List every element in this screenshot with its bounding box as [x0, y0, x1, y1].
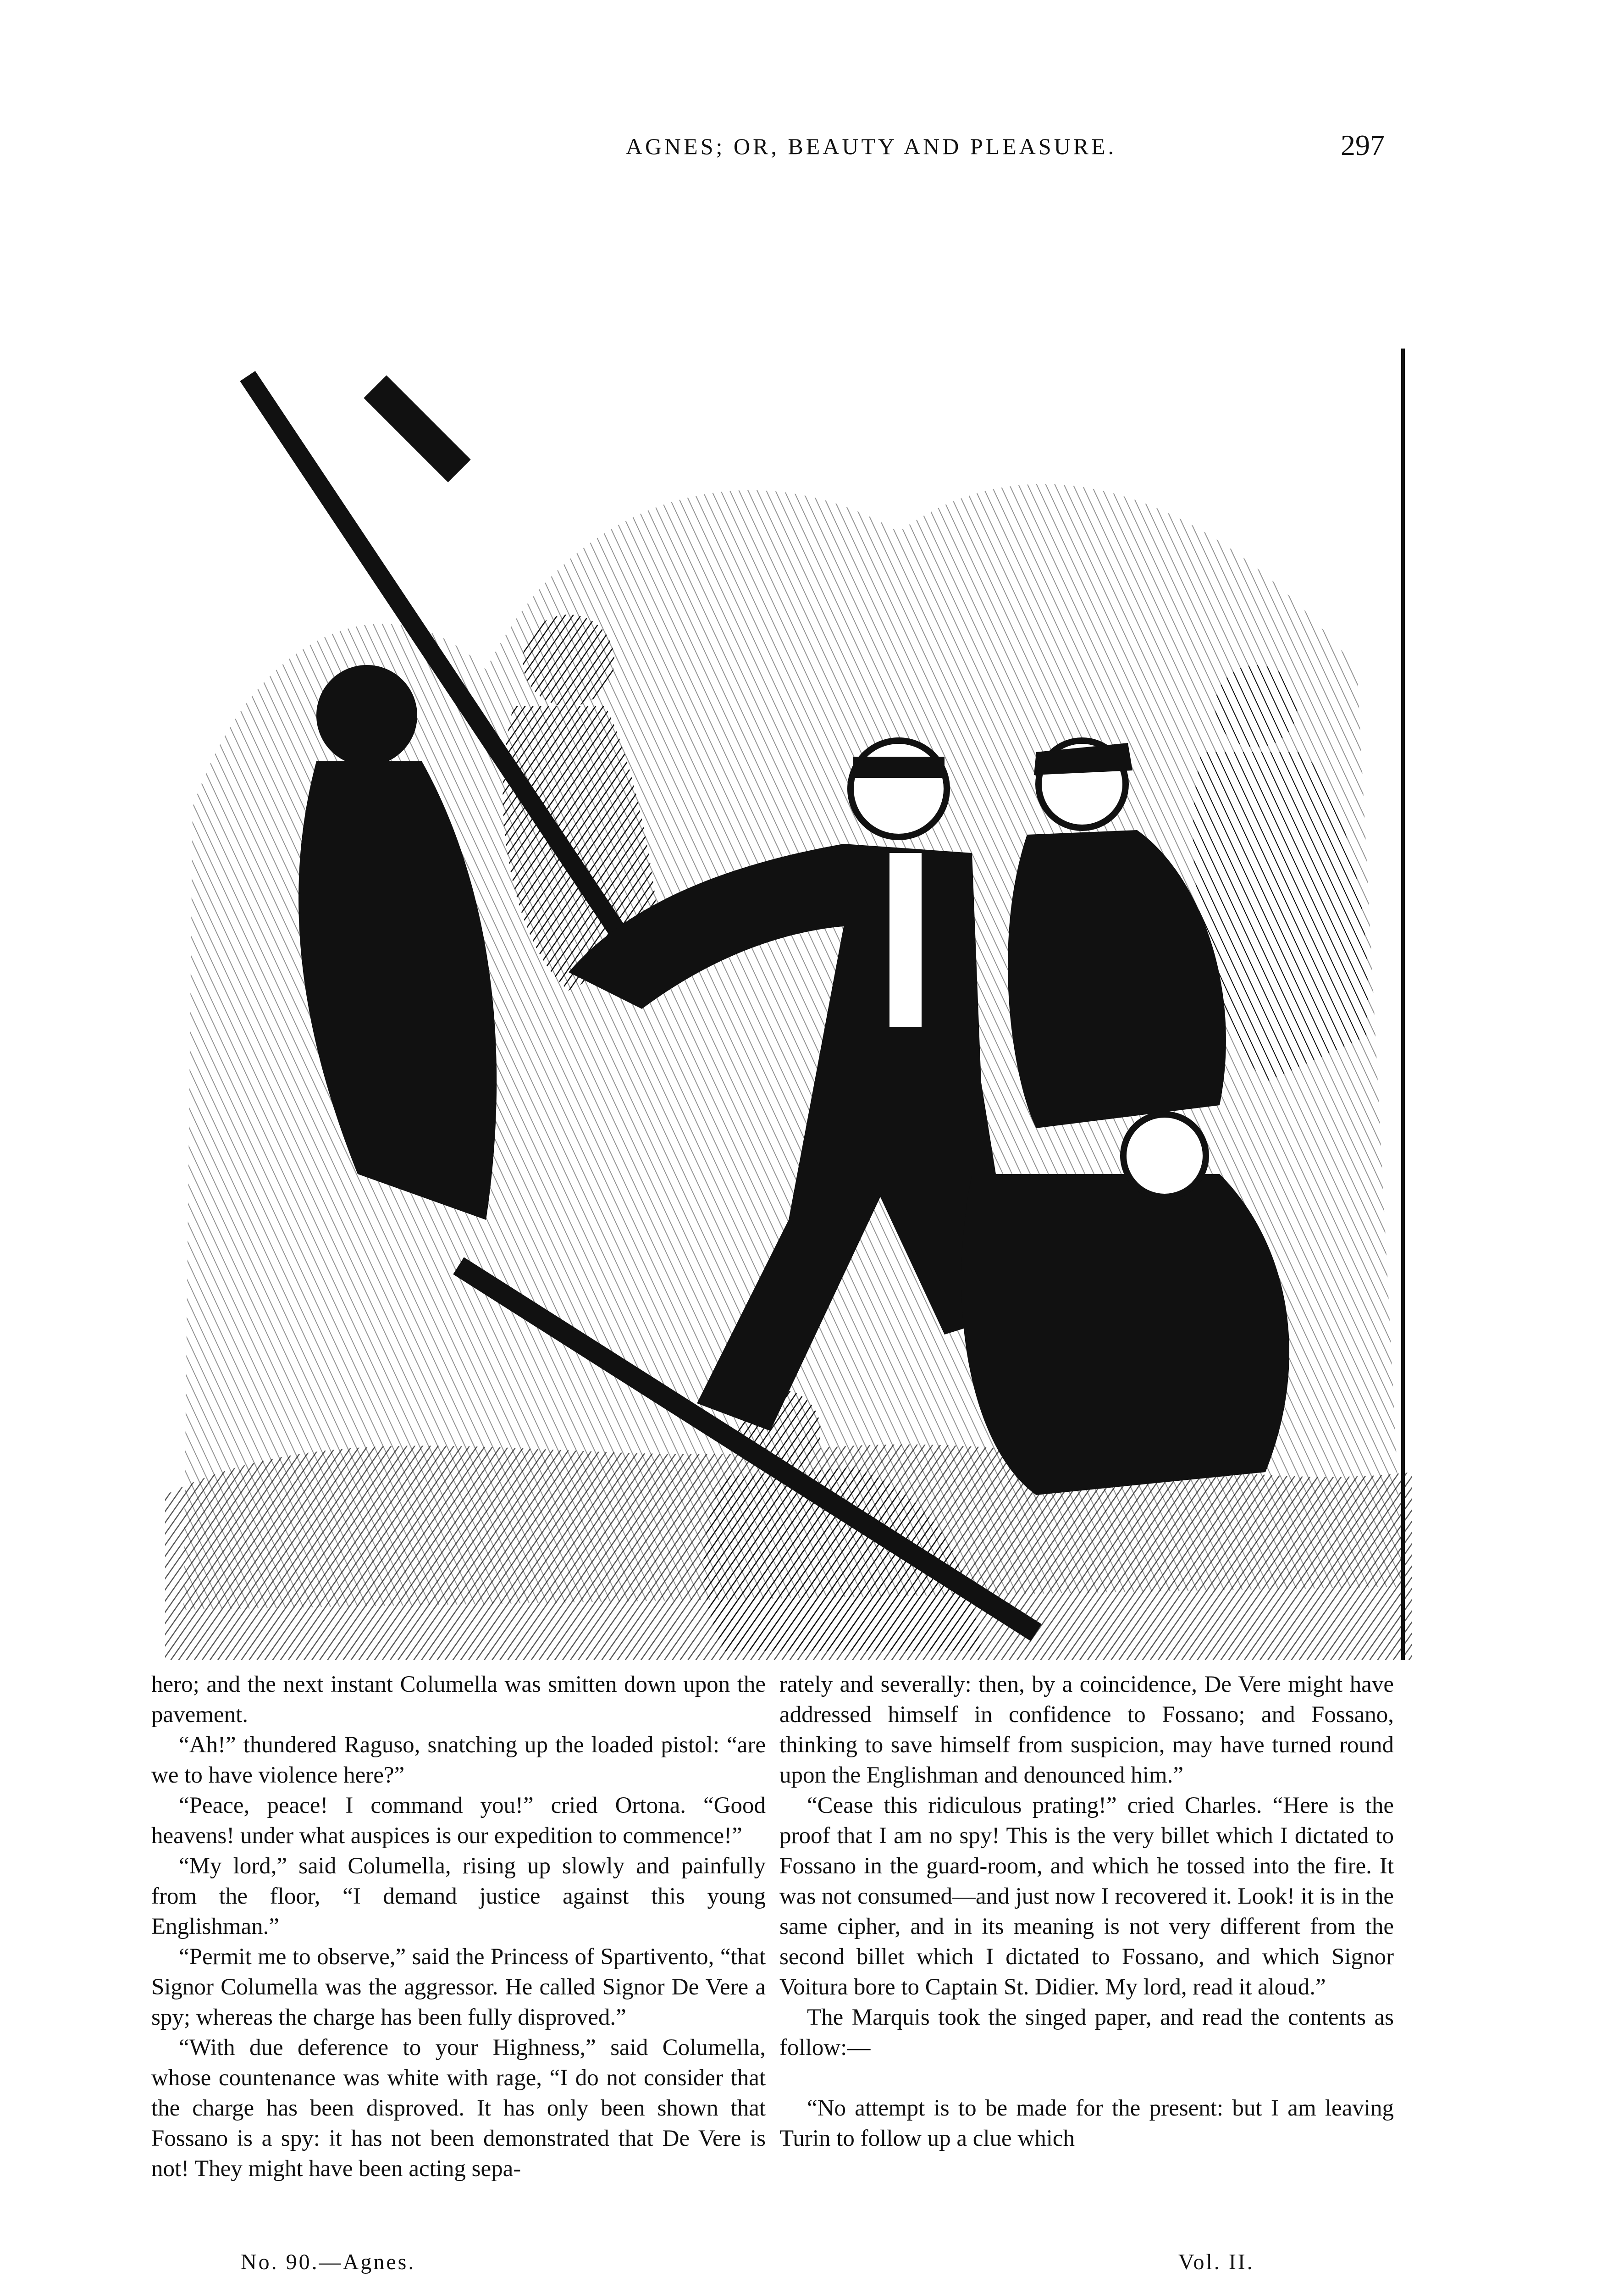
paragraph: “Peace, peace! I command you!” cried Ortona. “Good heavens! under what auspices is our expedition to commence!” — [151, 1793, 766, 1849]
running-title: AGNES; OR, BEAUTY AND PLEASURE. — [625, 133, 1117, 159]
paragraph: “My lord,” said Columella, rising up slowly and painfully from the floor, “I demand justice against this young Englishman.” — [151, 1853, 766, 1939]
page-number: 297 — [1341, 129, 1385, 161]
left-text-column — [151, 1669, 766, 2184]
paragraph: “Cease this ridiculous prating!” cried Charles. “Here is the proof that I am no spy! This is the very billet which I dictated to Fossano in the guard-room, and which he tossed into the fire. It was not consumed—and just now I recovered it. Look! it is in the same cipher, and in its meaning is not very different from the second billet which I dictated to Fossano, and which Signor Voitura bore to Captain St. Didier. My lord, read it aloud.” — [779, 1793, 1394, 2000]
paragraph: “No attempt is to be made for the present: but I am leaving Turin to follow up a clue which — [779, 2095, 1394, 2151]
signature-mark-left: No. 90.—Agnes. — [241, 2250, 416, 2274]
paragraph: “Permit me to observe,” said the Princess of Spartivento, “that Signor Columella was the aggressor. He called Signor De Vere a spy; whereas the charge has been fully disproved.” — [151, 1944, 766, 2030]
engraving-illustration-icon — [165, 257, 1412, 1660]
signature-mark-right: Vol. II. — [1178, 2250, 1254, 2274]
paragraph: “With due deference to your Highness,” said Columella, whose countenance was white with rage, “I do not consider that the charge has been disproved. It has only been shown that Fossano is a spy: it has not been demonstrated that De Vere is not! They might have been acting sepa- — [151, 2035, 766, 2182]
paragraph: rately and severally: then, by a coincidence, De Vere might have addressed himself in confidence to Fossano; and Fossano, thinking to save himself from suspicion, may have turned round upon the Englishman and denounced him.” — [779, 1672, 1394, 1788]
paragraph: “Ah!” thundered Raguso, snatching up the loaded pistol: “are we to have violence here?” — [151, 1732, 766, 1788]
right-text-column — [779, 1669, 1394, 2154]
paragraph: hero; and the next instant Columella was smitten down upon the pavement. — [151, 1672, 766, 1728]
paragraph: The Marquis took the singed paper, and read the contents as follow:— — [779, 2005, 1394, 2060]
engraving-illustration — [165, 257, 1412, 1660]
